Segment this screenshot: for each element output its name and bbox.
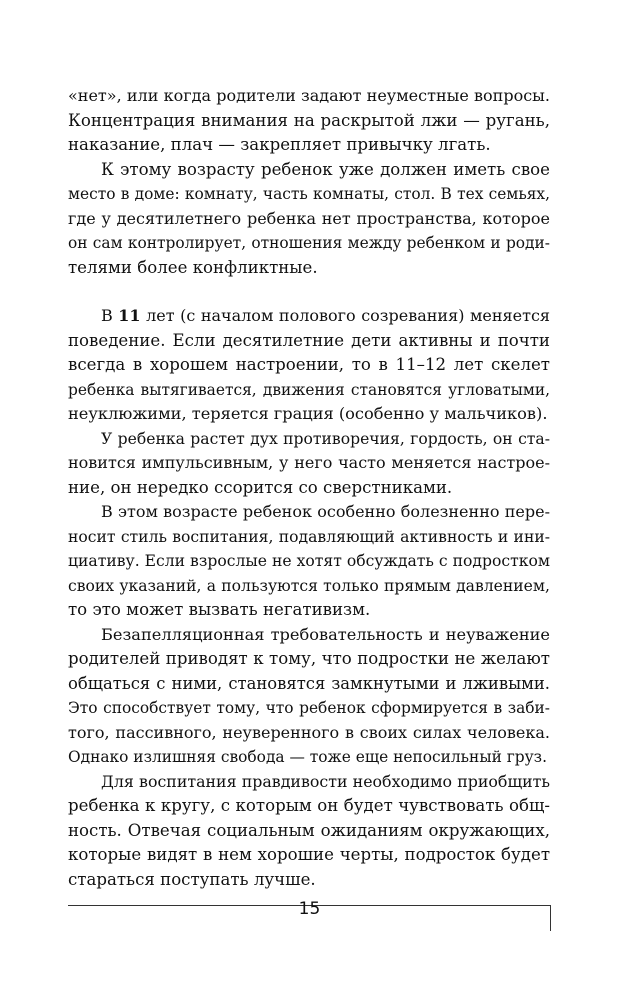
text-line: он сам контролирует, отношения между ребенком и роди- — [68, 234, 550, 252]
paragraph-gap — [68, 280, 550, 304]
text-line: Это способствует тому, что ребенок сформируется в заби- — [68, 699, 550, 717]
text-line: «нет», или когда родители задают неуместные вопросы. — [68, 86, 550, 105]
text-line: которые видят в нем хорошие черты, подросток будет — [68, 845, 550, 864]
text-line: телями более конфликтные. — [68, 257, 318, 277]
text-line: носит стиль воспитания, подавляющий активность и ини- — [68, 527, 550, 546]
text-line: своих указаний, а пользуются только прямым давлением, — [68, 576, 550, 595]
text-line: Для воспитания правдивости необходимо приобщить — [101, 771, 550, 791]
text-line: где у десятилетнего ребенка нет пространства, которое — [68, 208, 550, 228]
text-line-rest: лет (с началом полового созревания) меняется — [140, 306, 551, 325]
text-line: общаться с ними, становятся замкнутыми и лживыми. — [68, 673, 550, 693]
text-line: ность. Отвечая социальным ожиданиям окружающих, — [68, 820, 550, 840]
text-line: В этом возрасте ребенок особенно болезненно пере- — [101, 502, 550, 521]
text-line: того, пассивного, неуверенного в своих силах человека. — [68, 722, 550, 742]
text-line — [68, 304, 550, 329]
text-line: всегда в хорошем настроении, то в 11–12 лет скелет — [68, 355, 550, 374]
text-line: ребенка к кругу, с которым он будет чувствовать общ- — [68, 796, 550, 815]
text-line: родителей приводят к тому, что подростки не желают — [68, 649, 550, 668]
text-line: К этому возрасту ребенок уже должен иметь свое — [101, 159, 550, 179]
body-text — [68, 84, 550, 892]
text-line: Концентрация внимания на раскрытой лжи — ругань, — [68, 110, 550, 130]
text-line: поведение. Если десятилетние дети активны и почти — [68, 330, 550, 350]
text-line: стараться поступать лучше. — [68, 869, 316, 889]
text-line-prefix: В — [101, 306, 119, 325]
text-line: место в доме: комнату, часть комнаты, стол. В тех семьях, — [68, 185, 550, 203]
text-line: Безапелляционная требовательность и неуважение — [101, 624, 550, 644]
text-line: Однако излишняя свобода — тоже еще непосильный груз. — [68, 748, 547, 766]
age-number-bold: 11 — [118, 306, 141, 325]
text-line: ние, он нередко ссорится со сверстниками. — [68, 477, 453, 497]
text-line: ребенка вытягивается, движения становятся угловатыми, — [68, 380, 550, 399]
text-line: то это может вызвать негативизм. — [68, 600, 371, 619]
text-line: новится импульсивным, у него часто меняется настрое- — [68, 453, 550, 472]
page-number: 15 — [298, 899, 321, 919]
text-line: наказание, плач — закрепляет привычку лгать. — [68, 135, 491, 154]
text-line: неуклюжими, теряется грация (особенно у мальчиков). — [68, 404, 548, 423]
text-line: циативу. Если взрослые не хотят обсуждать с подростком — [68, 552, 550, 570]
text-line: У ребенка растет дух противоречия, гордость, он ста- — [101, 429, 550, 448]
